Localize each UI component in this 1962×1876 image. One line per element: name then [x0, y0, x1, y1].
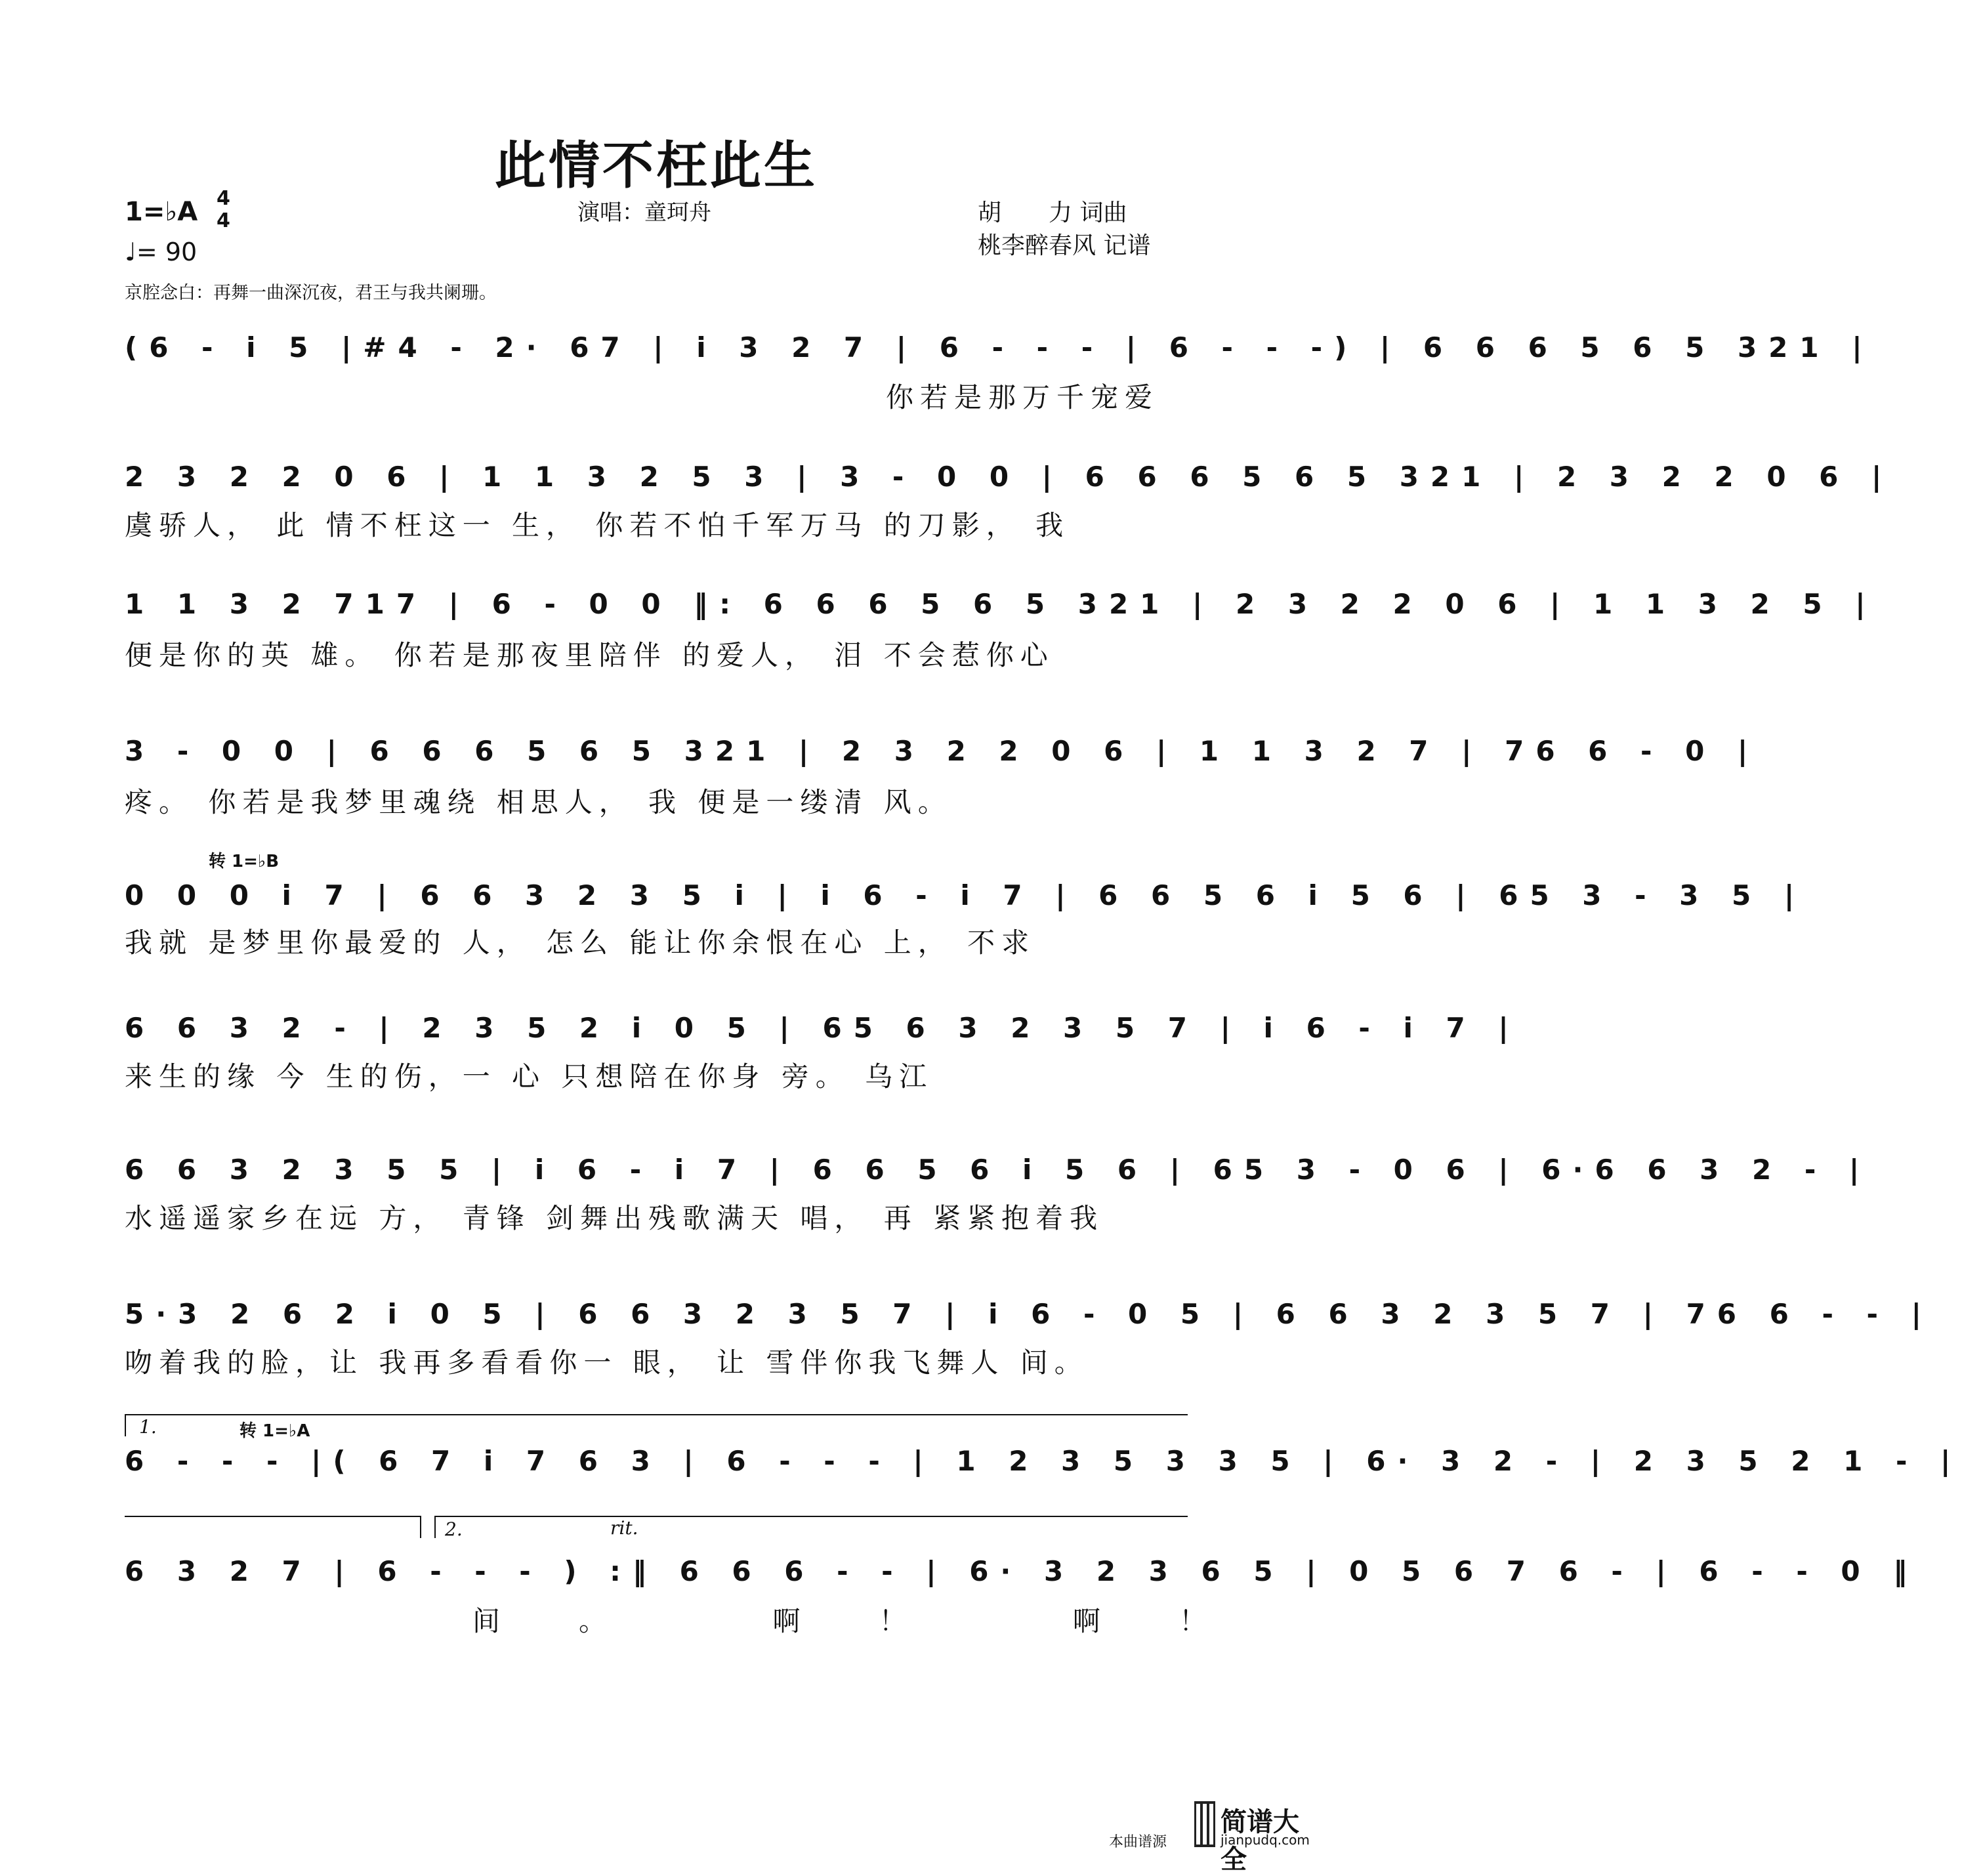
system-2-lyrics: 虞骄人， 此 情不枉这一 生， 你若不怕千军万马 的刀影， 我	[125, 509, 1070, 541]
key-signature: 1=♭A	[125, 197, 198, 227]
system-10-notes: 6 3 2 7 | 6 - - - ) :‖ 6 6 6 - - | 6· 3 2 3 6 5 | 0 5 6 7 6 - | 6 - - 0 ‖	[125, 1555, 1919, 1587]
modulation-to-b-flat: 转 1=♭B	[209, 852, 280, 871]
system-8-notes: 5·3 2 6 2 i 0 5 | 6 6 3 2 3 5 7 | i 6 - 0 5 | 6 6 3 2 3 5 7 | 76 6 - - |	[125, 1298, 1933, 1330]
time-signature-top: 4	[217, 187, 230, 210]
singer-credit: 演唱：童珂舟	[577, 199, 711, 226]
system-5-lyrics: 我就 是梦里你最爱的 人， 怎么 能让你余恨在心 上， 不求	[125, 927, 1036, 959]
ritardando-marking: rit.	[610, 1517, 638, 1539]
system-4-lyrics: 疼。 你若是我梦里魂绕 相思人， 我 便是一缕清 风。	[125, 786, 952, 818]
volta-1-label: 1.	[139, 1416, 157, 1438]
system-8-lyrics: 吻着我的脸，让 我再多看看你一 眼， 让 雪伴你我飞舞人 间。	[125, 1346, 1089, 1379]
system-1-notes: (6 - i 5 |#4 - 2· 67 | i 3 2 7 | 6 - - - | 6 - - -) | 6 6 6 5 6 5 321 |	[125, 331, 1874, 364]
system-3-lyrics: 便是你的英 雄。 你若是那夜里陪伴 的爱人， 泪 不会惹你心	[125, 639, 1054, 671]
logo-name: 简谱大全	[1221, 1807, 1299, 1875]
volta-1-bracket-end-edge	[420, 1516, 421, 1538]
system-6-notes: 6 6 3 2 - | 2 3 5 2 i 0 5 | 65 6 3 2 3 5 7 | i 6 - i 7 |	[125, 1012, 1520, 1044]
volta-2-bracket	[434, 1516, 1188, 1517]
spoken-intro: 京腔念白：再舞一曲深沉夜，君王与我共阑珊。	[125, 283, 497, 303]
time-signature-bottom: 4	[217, 209, 230, 232]
system-7-lyrics: 水遥遥家乡在远 方， 青锋 剑舞出残歌满天 唱， 再 紧紧抱着我	[125, 1202, 1104, 1234]
volta-2-label: 2.	[445, 1518, 463, 1540]
system-4-notes: 3 - 0 0 | 6 6 6 5 6 5 321 | 2 3 2 2 0 6 | 1 1 3 2 7 | 76 6 - 0 |	[125, 735, 1760, 767]
volta-1-bracket-edge	[125, 1414, 126, 1436]
system-1-lyrics: 你若是那万千宠爱	[886, 381, 1159, 413]
system-5-notes: 0 0 0 i 7 | 6 6 3 2 3 5 i | i 6 - i 7 | 6 6 5 6 i 5 6 | 65 3 - 3 5 |	[125, 879, 1806, 911]
volta-2-bracket-edge	[434, 1516, 436, 1538]
system-2-notes: 2 3 2 2 0 6 | 1 1 3 2 5 3 | 3 - 0 0 | 6 6 6 5 6 5 321 | 2 3 2 2 0 6 |	[125, 461, 1894, 493]
time-signature	[217, 188, 230, 232]
piano-keys-icon	[1194, 1801, 1215, 1847]
volta-1-bracket	[125, 1414, 1188, 1415]
modulation-to-a-flat: 转 1=♭A	[240, 1421, 310, 1441]
composer-credit: 胡 力 词曲	[978, 199, 1127, 226]
source-footnote: 本曲谱源	[1109, 1834, 1167, 1850]
volta-1-bracket-end	[125, 1516, 420, 1517]
tempo-marking: ♩= 90	[125, 238, 198, 266]
system-10-lyrics: 间。 啊！ 啊！	[472, 1605, 1285, 1637]
system-6-lyrics: 来生的缘 今 生的伤，一 心 只想陪在你身 旁。 乌江	[125, 1060, 934, 1093]
system-7-notes: 6 6 3 2 3 5 5 | i 6 - i 7 | 6 6 5 6 i 5 6 | 65 3 - 0 6 | 6·6 6 3 2 - |	[125, 1154, 1871, 1186]
system-3-notes: 1 1 3 2 717 | 6 - 0 0 ‖: 6 6 6 5 6 5 321 | 2 3 2 2 0 6 | 1 1 3 2 5 |	[125, 588, 1877, 620]
system-9-notes: 6 - - - |( 6 7 i 7 6 3 | 6 - - - | 1 2 3 5 3 3 5 | 6· 3 2 - | 2 3 5 2 1 - |	[125, 1445, 1962, 1477]
page-title: 此情不枉此生	[494, 136, 818, 196]
logo-url: jianpudq.com	[1221, 1832, 1310, 1848]
transcriber-credit: 桃李醉春风 记谱	[978, 232, 1151, 259]
